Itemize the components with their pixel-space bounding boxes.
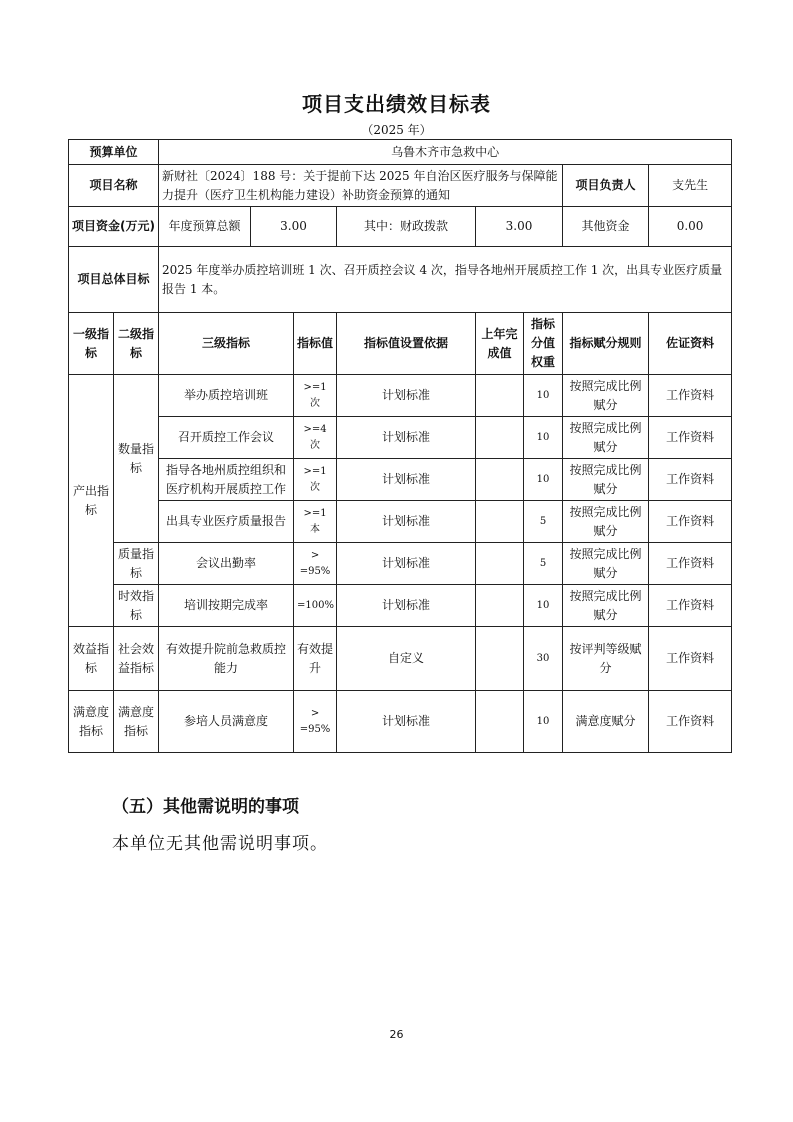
- table-row: [69, 417, 732, 459]
- row-l3: 召开质控工作会议: [159, 417, 294, 459]
- row-l3: 培训按期完成率: [159, 585, 294, 627]
- row-prev: [476, 417, 524, 459]
- unit-value: 乌鲁木齐市急救中心: [159, 140, 732, 165]
- row-value: > =95%: [294, 543, 337, 585]
- section-paragraph: 本单位无其他需说明事项。: [112, 834, 328, 854]
- row-value: >=1 本: [294, 501, 337, 543]
- other-fund-value: 0.00: [649, 207, 732, 247]
- row-weight: 5: [524, 543, 563, 585]
- row-weight: 10: [524, 375, 563, 417]
- row-prev: [476, 627, 524, 691]
- annual-budget-label: 年度预算总额: [159, 207, 251, 247]
- row-value: >=1 次: [294, 459, 337, 501]
- header-evidence: 佐证资料: [649, 313, 732, 375]
- table-row: [69, 543, 732, 585]
- goal-value: 2025 年度举办质控培训班 1 次、召开质控会议 4 次，指导各地州开展质控工作 1 次，出具专业医疗质量报告 1 本。: [159, 247, 732, 313]
- performance-table: [68, 139, 732, 753]
- row-l3: 举办质控培训班: [159, 375, 294, 417]
- row-weight: 10: [524, 417, 563, 459]
- row-l3: 有效提升院前急救质控能力: [159, 627, 294, 691]
- level1-benefit: 效益指标: [69, 627, 114, 691]
- table-row: [69, 585, 732, 627]
- header-level2: 二级指标: [114, 313, 159, 375]
- table-row: [69, 459, 732, 501]
- row-l3: 参培人员满意度: [159, 691, 294, 753]
- row-value: >=1 次: [294, 375, 337, 417]
- row-rule: 按评判等级赋分: [563, 627, 649, 691]
- row-basis: 计划标准: [337, 585, 476, 627]
- row-prev: [476, 375, 524, 417]
- row-l3: 会议出勤率: [159, 543, 294, 585]
- level1-output: 产出指标: [69, 375, 114, 627]
- row-basis: 计划标准: [337, 501, 476, 543]
- table-year: （2025 年）: [361, 123, 432, 137]
- level2-social: 社会效益指标: [114, 627, 159, 691]
- row-value: > =95%: [294, 691, 337, 753]
- other-fund-label: 其他资金: [563, 207, 649, 247]
- row-value: >=4 次: [294, 417, 337, 459]
- row-evidence: 工作资料: [649, 459, 732, 501]
- table-row: [69, 375, 732, 417]
- table-title: 项目支出绩效目标表: [302, 92, 491, 116]
- row-basis: 自定义: [337, 627, 476, 691]
- row-basis: 计划标准: [337, 543, 476, 585]
- row-prev: [476, 543, 524, 585]
- fiscal-value: 3.00: [476, 207, 563, 247]
- level2-quality: 质量指标: [114, 543, 159, 585]
- row-value: 有效提升: [294, 627, 337, 691]
- row-rule: 满意度赋分: [563, 691, 649, 753]
- annual-budget-value: 3.00: [251, 207, 337, 247]
- owner-value: 支先生: [649, 165, 732, 207]
- row-value: =100%: [294, 585, 337, 627]
- row-basis: 计划标准: [337, 459, 476, 501]
- row-weight: 10: [524, 691, 563, 753]
- row-basis: 计划标准: [337, 691, 476, 753]
- fund-label: 项目资金(万元): [69, 207, 159, 247]
- row-evidence: 工作资料: [649, 375, 732, 417]
- section-heading: （五）其他需说明的事项: [112, 797, 299, 817]
- header-prev: 上年完成值: [476, 313, 524, 375]
- row-l3: 指导各地州质控组织和医疗机构开展质控工作: [159, 459, 294, 501]
- row-rule: 按照完成比例赋分: [563, 543, 649, 585]
- row-prev: [476, 691, 524, 753]
- row-rule: 按照完成比例赋分: [563, 585, 649, 627]
- table-row: [69, 691, 732, 753]
- project-name-value: 新财社〔2024〕188 号：关于提前下达 2025 年自治区医疗服务与保障能力提升（医疗卫生机构能力建设）补助资金预算的通知: [159, 165, 563, 207]
- project-name-label: 项目名称: [69, 165, 159, 207]
- row-evidence: 工作资料: [649, 501, 732, 543]
- header-level1: 一级指标: [69, 313, 114, 375]
- table-row: [69, 627, 732, 691]
- row-l3: 出具专业医疗质量报告: [159, 501, 294, 543]
- row-evidence: 工作资料: [649, 691, 732, 753]
- unit-label: 预算单位: [69, 140, 159, 165]
- level2-satisfaction: 满意度指标: [114, 691, 159, 753]
- header-weight: 指标分值权重: [524, 313, 563, 375]
- row-prev: [476, 501, 524, 543]
- row-weight: 10: [524, 459, 563, 501]
- row-prev: [476, 459, 524, 501]
- row-evidence: 工作资料: [649, 543, 732, 585]
- goal-label: 项目总体目标: [69, 247, 159, 313]
- row-prev: [476, 585, 524, 627]
- owner-label: 项目负责人: [563, 165, 649, 207]
- row-weight: 30: [524, 627, 563, 691]
- row-rule: 按照完成比例赋分: [563, 501, 649, 543]
- level1-satisfaction: 满意度指标: [69, 691, 114, 753]
- header-value: 指标值: [294, 313, 337, 375]
- row-evidence: 工作资料: [649, 417, 732, 459]
- fiscal-label: 其中：财政拨款: [337, 207, 476, 247]
- row-rule: 按照完成比例赋分: [563, 459, 649, 501]
- table-row: [69, 501, 732, 543]
- row-weight: 10: [524, 585, 563, 627]
- level2-time: 时效指标: [114, 585, 159, 627]
- header-level3: 三级指标: [159, 313, 294, 375]
- row-basis: 计划标准: [337, 417, 476, 459]
- row-rule: 按照完成比例赋分: [563, 375, 649, 417]
- level2-quantity: 数量指标: [114, 375, 159, 543]
- page-number: 26: [389, 1028, 404, 1041]
- row-weight: 5: [524, 501, 563, 543]
- header-basis: 指标值设置依据: [337, 313, 476, 375]
- header-rule: 指标赋分规则: [563, 313, 649, 375]
- row-evidence: 工作资料: [649, 585, 732, 627]
- row-rule: 按照完成比例赋分: [563, 417, 649, 459]
- row-evidence: 工作资料: [649, 627, 732, 691]
- row-basis: 计划标准: [337, 375, 476, 417]
